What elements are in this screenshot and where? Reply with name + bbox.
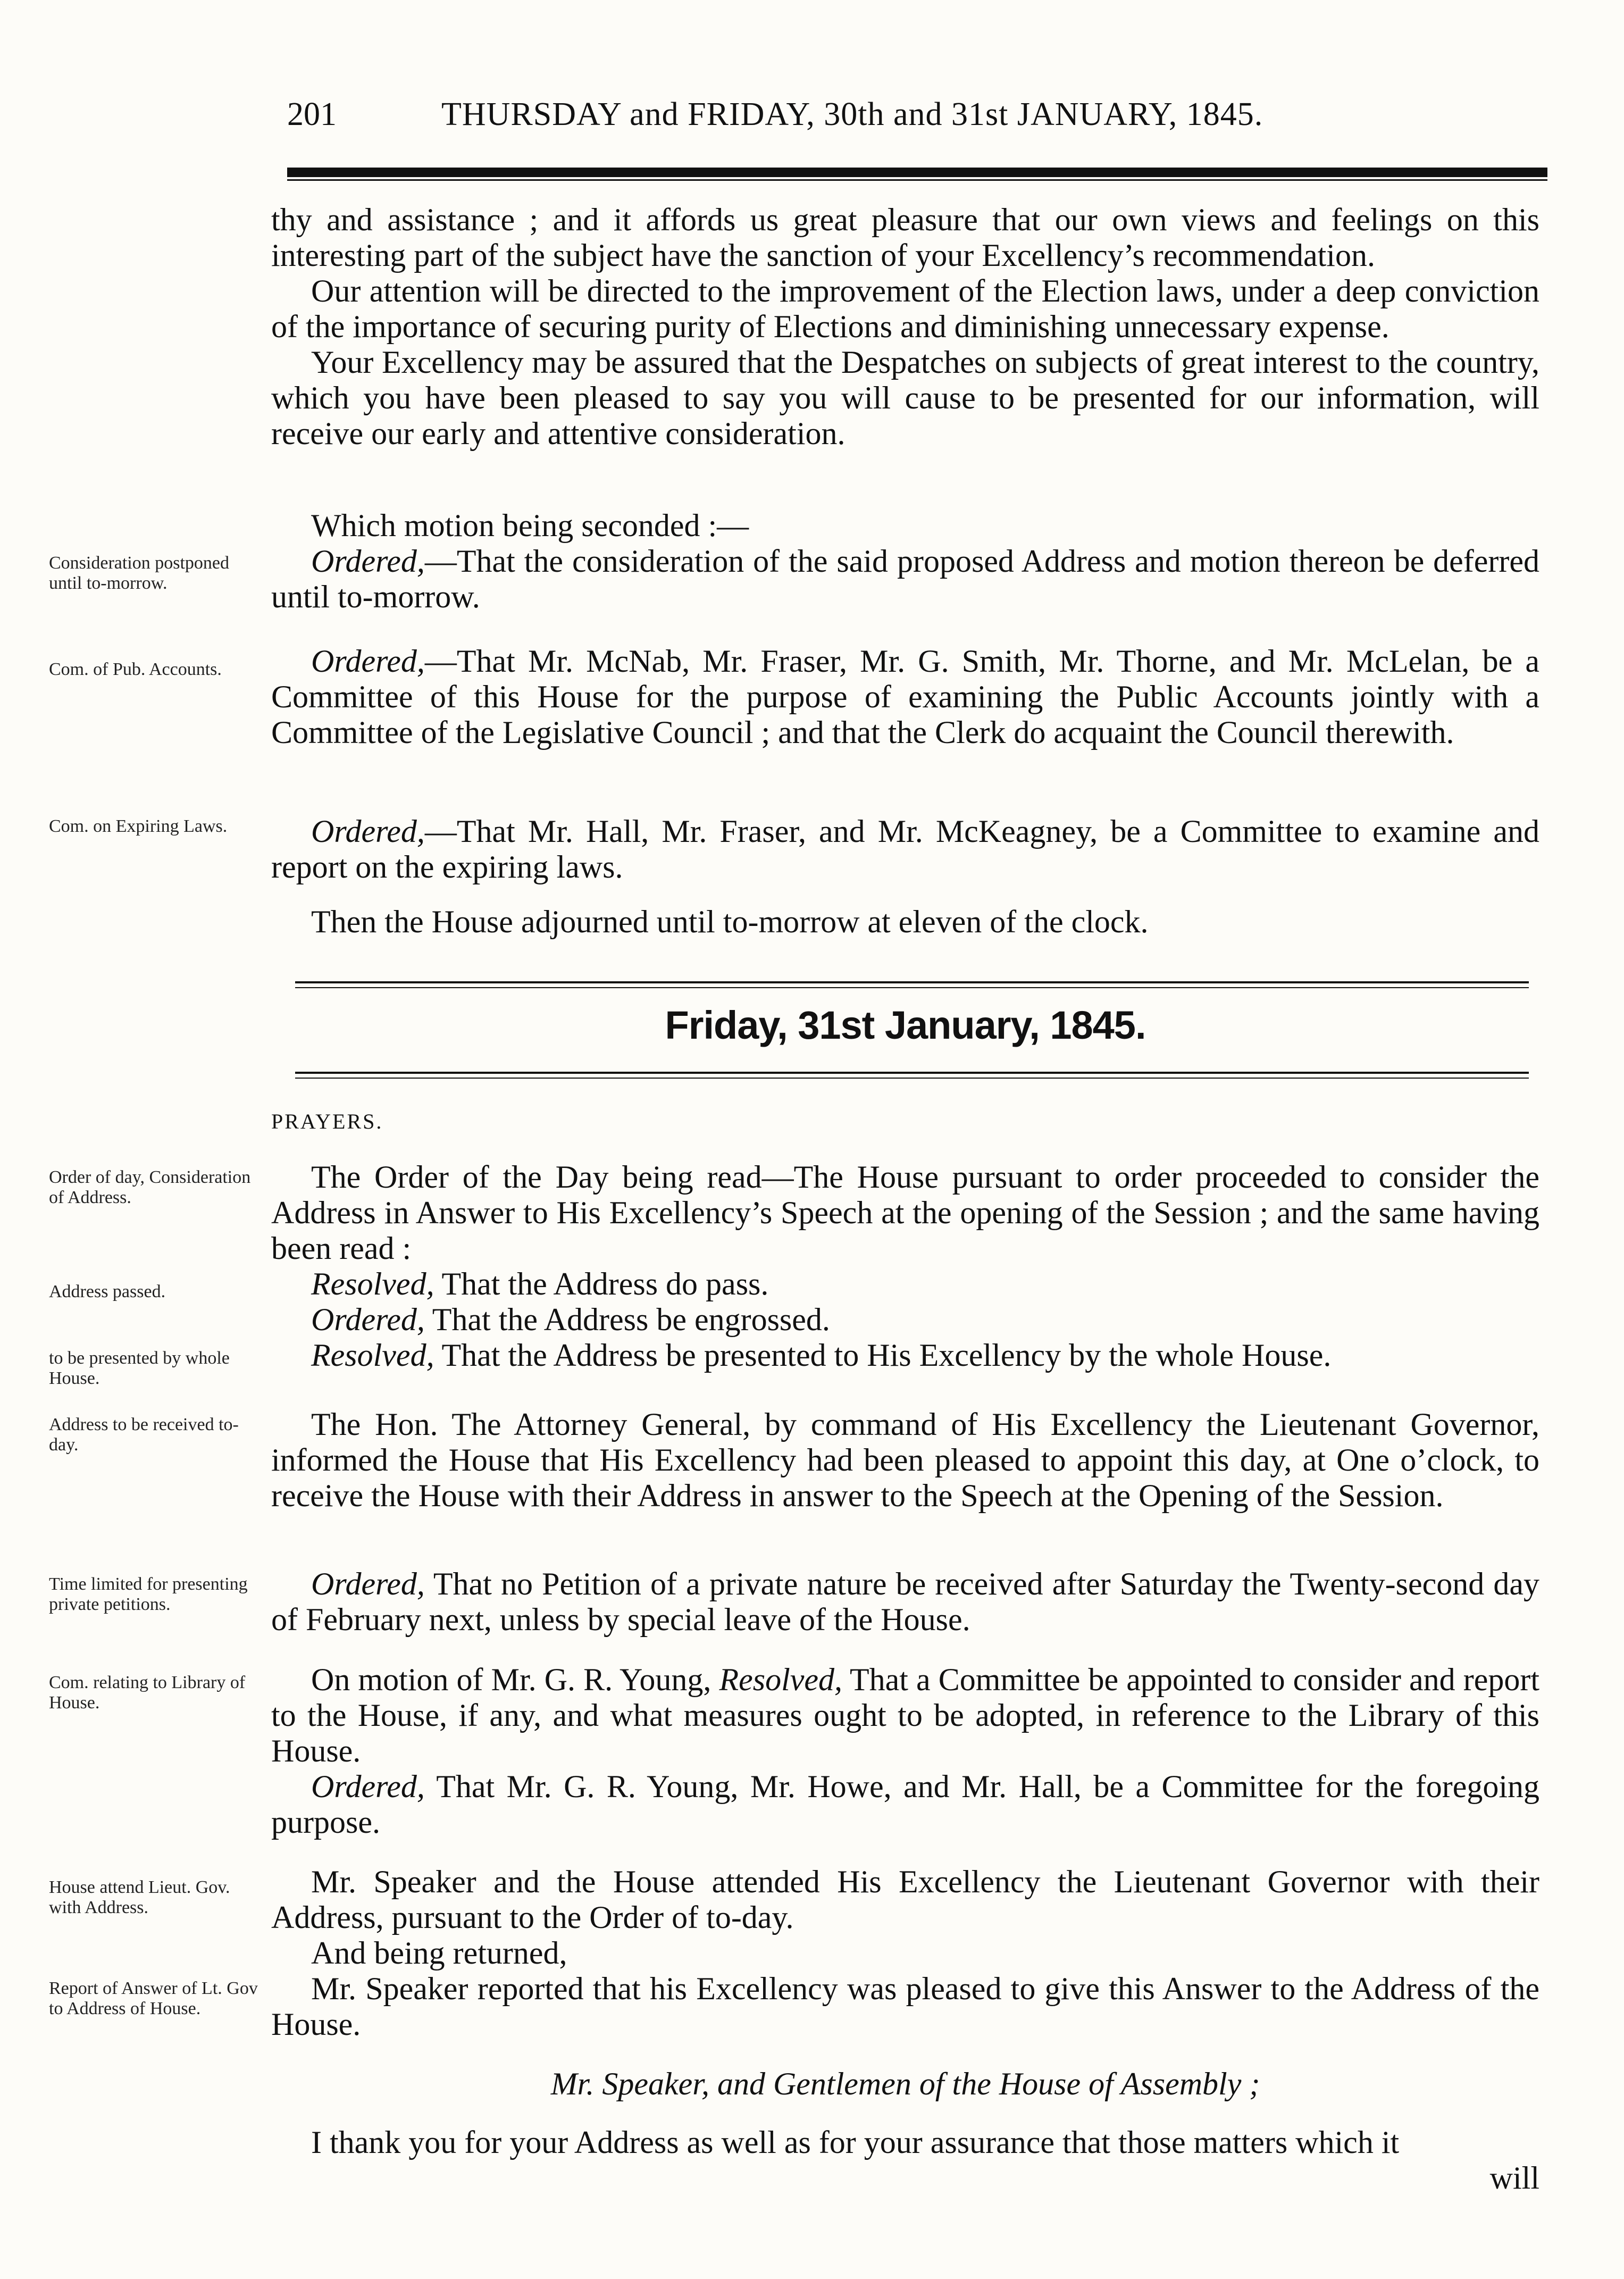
- paragraph: Our attention will be directed to the improvement of the Election laws, under a deep conviction of the importance of securing purity of Elections and diminishing unnecessary expense.: [271, 273, 1539, 344]
- margin-note: to be presented by whole House.: [49, 1348, 230, 1388]
- paragraph: Your Excellency may be assured that the Despatches on subjects of great interest to the country, which you have been pleased to say you will cause to be presented for our information, will receive our early and attentive consideration.: [271, 345, 1539, 451]
- margin-note: Time limited for presenting private petitions.: [49, 1574, 248, 1614]
- paragraph: [271, 1266, 1539, 1302]
- paragraph-text: On motion of Mr. G. R. Young,: [311, 1662, 719, 1697]
- paragraph-text: That no Petition of a private nature be received after Saturday the Twenty-second day of February next, unless by special leave of the House.: [271, 1566, 1539, 1637]
- friday-petitions: [271, 1566, 1539, 1638]
- proceedings-thursday-2: [271, 644, 1539, 750]
- paragraph: [271, 814, 1539, 885]
- paragraph: Which motion being seconded :—: [311, 508, 749, 543]
- continued-address-text: [271, 202, 1539, 452]
- resolved-lead: Resolved,: [311, 1338, 434, 1373]
- margin-note: Address passed.: [49, 1282, 166, 1301]
- page-title: THURSDAY and FRIDAY, 30th and 31st JANUARY, 1845.: [441, 96, 1263, 132]
- paragraph: The Hon. The Attorney General, by command of His Excellency the Lieutenant Governor, informed the House that His Excellency had been pleased to appoint this day, at One o’clock, to receive the House with their Address in answer to the Speech at the Opening of the Session.: [271, 1407, 1539, 1513]
- paragraph-text: That the Address be engrossed.: [424, 1302, 830, 1337]
- paragraph-text: That a Committee be appointed to consider and report to the House, if any, and what measures ought to be adopted, in reference to the Library of this House.: [271, 1662, 1540, 1768]
- section-rule-top: [295, 981, 1529, 983]
- margin-note: Com. of Pub. Accounts.: [49, 660, 222, 679]
- proceedings-thursday: [271, 508, 1539, 615]
- margin-note: Order of day, Consideration of Address.: [49, 1167, 251, 1207]
- ordered-lead: Ordered,: [311, 1566, 425, 1601]
- paragraph: [271, 1566, 1539, 1638]
- paragraph-text: —That Mr. McNab, Mr. Fraser, Mr. G. Smith, Mr. Thorne, and Mr. McLelan, be a Committee of this House for the purpose of examining the Public Accounts jointly with a Committee of the Legislative Council ; and that the Clerk do acquaint the Council therewith.: [271, 644, 1539, 750]
- section-rule-top-thin: [295, 987, 1529, 988]
- paragraph: The Order of the Day being read—The House pursuant to order proceeded to consider the Address in Answer to His Excellency’s Speech at the opening of the Session ; and the same having been read :: [271, 1159, 1539, 1266]
- ordered-lead: Ordered,: [311, 544, 425, 579]
- friday-answer-body: [271, 2125, 1539, 2196]
- friday-attorney-general: [271, 1407, 1539, 1514]
- friday-attend: [271, 1864, 1539, 2042]
- day-heading: Friday, 31st January, 1845.: [665, 1003, 1146, 1047]
- header-rule-thin: [287, 179, 1547, 181]
- paragraph: And being returned,: [311, 1935, 567, 1971]
- prayers-heading: PRAYERS.: [271, 1109, 383, 1133]
- resolved-lead: Resolved,: [719, 1662, 842, 1697]
- paragraph-text: —That the consideration of the said proposed Address and motion thereon be deferred until to-morrow.: [271, 544, 1539, 614]
- section-rule-bottom: [295, 1072, 1529, 1074]
- paragraph: [271, 1769, 1539, 1840]
- proceedings-thursday-3: [271, 814, 1539, 885]
- header-rule-thick: [287, 168, 1547, 177]
- margin-note: Report of Answer of Lt. Gov to Address of House.: [49, 1979, 258, 2018]
- margin-note: Address to be received to-day.: [49, 1415, 239, 1455]
- ordered-lead: Ordered,: [311, 1769, 425, 1804]
- paragraph: [271, 1338, 1539, 1373]
- paragraph: Mr. Speaker reported that his Excellency was pleased to give this Answer to the Address of the House.: [271, 1971, 1539, 2042]
- section-rule-bottom-thin: [295, 1078, 1529, 1079]
- paragraph: [271, 644, 1539, 750]
- resolved-lead: Resolved,: [311, 1266, 434, 1301]
- paragraph: [271, 1662, 1539, 1769]
- catchword: will: [1489, 2160, 1539, 2195]
- margin-note: Com. relating to Library of House.: [49, 1673, 246, 1713]
- friday-order-of-day: [271, 1159, 1539, 1373]
- page-number: 201: [287, 96, 337, 132]
- friday-answer: [271, 2066, 1539, 2102]
- salutation: Mr. Speaker, and Gentlemen of the House of Assembly ;: [550, 2066, 1260, 2101]
- paragraph: thy and assistance ; and it affords us great pleasure that our own views and feelings on this interesting part of the subject have the sanction of your Excellency’s recommendation.: [271, 202, 1539, 273]
- margin-note: Consideration postponed until to-morrow.: [49, 553, 230, 593]
- paragraph: Then the House adjourned until to-morrow at eleven of the clock.: [311, 904, 1149, 939]
- margin-note: Com. on Expiring Laws.: [49, 816, 228, 836]
- paragraph-text: That Mr. G. R. Young, Mr. Howe, and Mr. Hall, be a Committee for the foregoing purpose.: [271, 1769, 1539, 1840]
- paragraph-text: —That Mr. Hall, Mr. Fraser, and Mr. McKeagney, be a Committee to examine and report on the expiring laws.: [271, 814, 1539, 884]
- paragraph: Mr. Speaker and the House attended His Excellency the Lieutenant Governor with their Address, pursuant to the Order of to-day.: [271, 1864, 1539, 1935]
- paragraph: I thank you for your Address as well as for your assurance that those matters which it: [311, 2125, 1400, 2160]
- paragraph: [271, 544, 1539, 615]
- ordered-lead: Ordered,: [311, 814, 425, 849]
- margin-note: House attend Lieut. Gov. with Address.: [49, 1877, 230, 1917]
- paragraph-text: That the Address do pass.: [434, 1266, 769, 1301]
- ordered-lead: Ordered,: [311, 1302, 425, 1337]
- adjournment: [271, 904, 1539, 940]
- friday-library: [271, 1662, 1539, 1840]
- paragraph-text: That the Address be presented to His Excellency by the whole House.: [434, 1338, 1332, 1373]
- ordered-lead: Ordered,: [311, 644, 425, 679]
- paragraph: [271, 1302, 1539, 1338]
